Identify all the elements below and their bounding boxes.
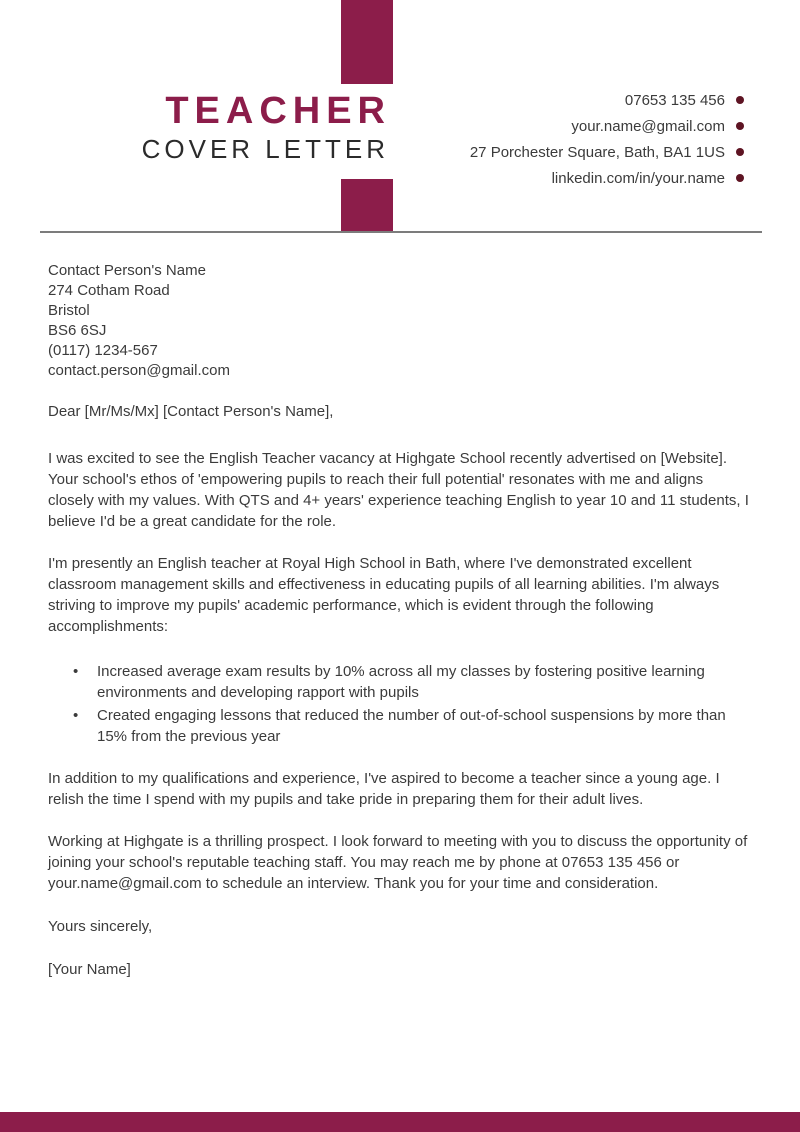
title-cover-letter: COVER LETTER <box>141 134 389 164</box>
bullet-dot-icon <box>736 174 744 182</box>
recipient-name: Contact Person's Name <box>48 262 206 279</box>
contact-row-address <box>470 139 744 165</box>
paragraph-intro: I was excited to see the English Teacher vacancy at Highgate School recently advertised on [Website]. Your school's ethos of 'empowering pupils to reach their full potential' resonates with me and aligns closely with my values. With QTS and 4+ years' experience teaching English to year 10 and 11 students, I believe I'd be a great candidate for the role. <box>48 450 749 530</box>
footer-accent-bar <box>0 1112 800 1132</box>
contact-row-email <box>470 113 744 139</box>
sender-linkedin: linkedin.com/in/your.name <box>551 169 725 187</box>
sender-phone: 07653 135 456 <box>624 91 725 109</box>
recipient-city: Bristol <box>48 302 90 319</box>
bullet-dot-icon <box>736 122 744 130</box>
recipient-email: contact.person@gmail.com <box>48 362 230 379</box>
bullet-dot-icon <box>736 96 744 104</box>
accent-bar-bottom <box>341 179 393 232</box>
contact-row-phone <box>470 87 744 113</box>
signature-name: [Your Name] <box>48 961 131 978</box>
accomplishment-item: • Created engaging lessons that reduced the number of out-of-school suspensions by more than 15% from the previous year <box>97 705 753 747</box>
sender-contact-block <box>470 87 744 191</box>
bullet-dot-icon <box>736 148 744 156</box>
accomplishment-item: • Increased average exam results by 10% across all my classes by fostering positive learning environments and developing rapport with pupils <box>97 661 753 703</box>
header-divider <box>40 231 762 233</box>
salutation: Dear [Mr/Ms/Mx] [Contact Person's Name], <box>48 403 334 420</box>
recipient-postcode: BS6 6SJ <box>48 322 107 339</box>
recipient-address-block <box>48 261 753 381</box>
sender-email: your.name@gmail.com <box>571 117 725 135</box>
title-teacher: TEACHER <box>165 90 391 132</box>
paragraph-motivation: In addition to my qualifications and experience, I've aspired to become a teacher since a young age. I relish the time I spend with my pupils and take pride in preparing them for their adult lives. <box>48 770 720 808</box>
sender-address: 27 Porchester Square, Bath, BA1 1US <box>469 143 725 161</box>
recipient-phone: (0117) 1234-567 <box>48 342 158 359</box>
document-title-block <box>141 90 391 164</box>
letter-body <box>48 261 753 980</box>
accomplishments-list <box>48 661 753 747</box>
recipient-street: 274 Cotham Road <box>48 282 170 299</box>
paragraph-call-to-action: Working at Highgate is a thrilling prospect. I look forward to meeting with you to discuss the opportunity of joining your school's reputable teaching staff. You may reach me by phone at 07653 135 456 or your.name@gmail.com to schedule an interview. Thank you for your time and consideration. <box>48 833 748 892</box>
paragraph-experience: I'm presently an English teacher at Royal High School in Bath, where I've demonstrated excellent classroom management skills and effectiveness in educating pupils of all learning abilities. I'm always striving to improve my pupils' academic performance, which is evident through the following accomplishments: <box>48 555 720 635</box>
accent-bar-top <box>341 0 393 84</box>
closing-line: Yours sincerely, <box>48 918 153 935</box>
contact-row-linkedin <box>470 165 744 191</box>
